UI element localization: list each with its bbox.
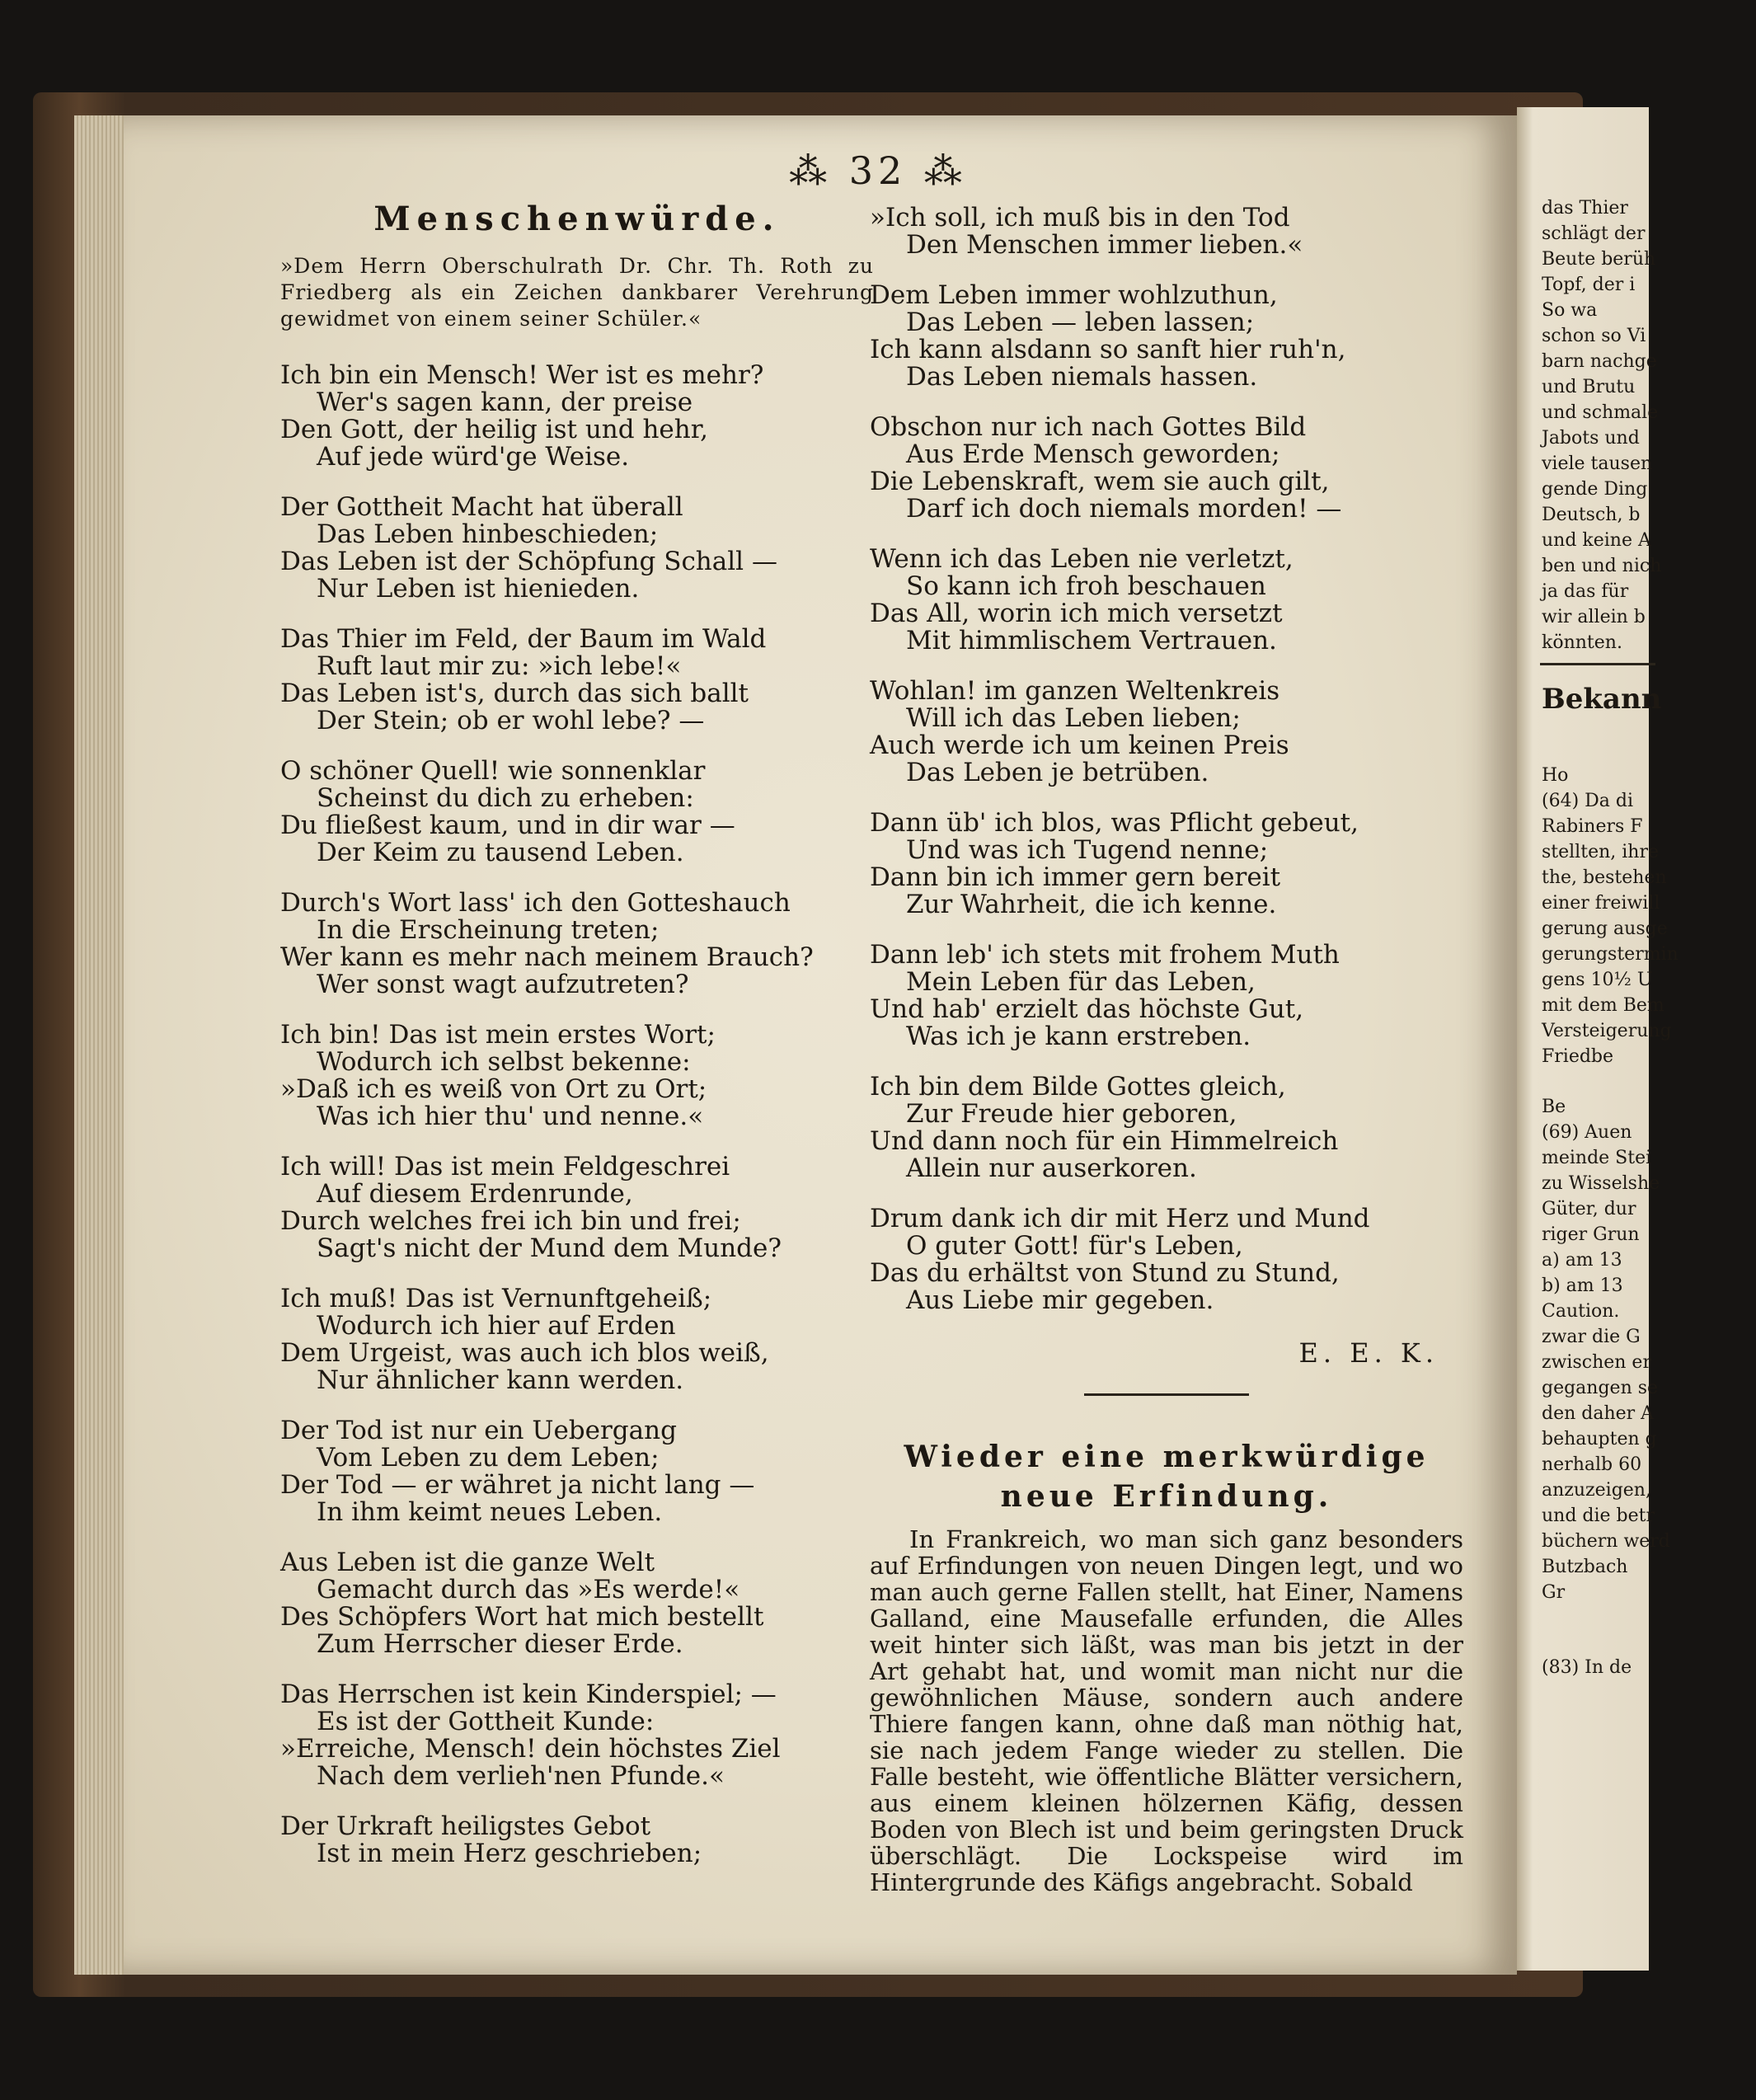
facing-page-line: und schmale <box>1542 402 1659 423</box>
facing-page-line: Jabots und <box>1542 428 1640 449</box>
poem-line: Obschon nur ich nach Gottes Bild <box>870 412 1307 442</box>
facing-page-line: Beute berüh <box>1542 249 1656 270</box>
poem-line: Dann üb' ich blos, was Pflicht gebeut, <box>870 808 1359 838</box>
facing-page-line: anzuzeigen, <box>1542 1480 1651 1501</box>
poem-line: Den Menschen immer lieben.« <box>906 230 1303 260</box>
poem-stanza <box>280 1549 874 1658</box>
poem-line: Wohlan! im ganzen Weltenkreis <box>870 676 1280 706</box>
facing-page-line: barn nachge <box>1542 351 1657 372</box>
poem-line: Will ich das Leben lieben; <box>906 703 1241 733</box>
facing-page-line: gende Ding <box>1542 479 1648 500</box>
poem-stanzas-left <box>280 362 874 1867</box>
poem-stanza <box>870 282 1463 391</box>
poem-line: Auf jede würd'ge Weise. <box>317 442 630 472</box>
facing-page-line: und die betr <box>1542 1506 1655 1526</box>
facing-page-divider <box>1540 663 1655 665</box>
facing-page-line: Butzbach <box>1542 1557 1628 1577</box>
poem-stanza <box>280 1153 874 1262</box>
ornament-left-icon: ⁂ <box>789 148 849 193</box>
facing-page-line: (64) Da di <box>1542 791 1634 811</box>
poem-line: Ich bin dem Bilde Gottes gleich, <box>870 1072 1286 1102</box>
poem-line: Dem Urgeist, was auch ich blos weiß, <box>280 1338 769 1368</box>
facing-page-line: könnten. <box>1542 632 1622 653</box>
poem-stanza <box>280 890 874 998</box>
poem-line: Das All, worin ich mich versetzt <box>870 599 1283 628</box>
poem-line: Der Tod — er währet ja nicht lang — <box>280 1470 755 1500</box>
facing-page-line: viele tausen <box>1542 453 1653 474</box>
poem-stanza <box>280 1681 874 1790</box>
poem-line: Wodurch ich hier auf Erden <box>317 1311 676 1341</box>
poem-stanza <box>870 204 1463 259</box>
poem-line: Aus Liebe mir gegeben. <box>906 1285 1214 1315</box>
poem-line: Wenn ich das Leben nie verletzt, <box>870 544 1294 574</box>
poem-line: Mein Leben für das Leben, <box>906 967 1256 997</box>
poem-line: Ich will! Das ist mein Feldgeschrei <box>280 1152 730 1182</box>
article-body: In Frankreich, wo man sich ganz besonders auf Erfindungen von neuen Dingen legt, und wo man auch gerne Fallen stellt, hat Einer, Namens Galland, eine Mausefalle erfunden, die Alles weit hinter sich läßt, was man bis jetzt in der Art gehabt hat, und womit man nicht nur die gewöhnlichen Mäuse, sondern auch andere Thiere fangen kann, ohne daß man nöthig hat, sie nach jedem Fange wieder zu stellen. Die Falle besteht, wie öffentliche Blätter versichern, aus einem kleinen hölzernen Käfig, dessen Boden von Blech ist und beim geringsten Druck überschlägt. Die Lockspeise wird im Hintergrunde des Käfigs angebracht. Sobald <box>870 1525 1463 1896</box>
poem-stanza <box>870 810 1463 918</box>
poem-line: Das Leben — leben lassen; <box>906 308 1255 337</box>
poem-line: Mit himmlischem Vertrauen. <box>906 626 1277 655</box>
facing-page-line: meinde Stei <box>1542 1148 1652 1168</box>
poem-line: »Ich soll, ich muß bis in den Tod <box>870 203 1290 233</box>
poem-line: Ruft laut mir zu: »ich lebe!« <box>317 651 682 681</box>
poem-left-column <box>280 200 874 1891</box>
poem-line: Das du erhältst von Stund zu Stund, <box>870 1258 1340 1288</box>
facing-page-line: büchern werd <box>1542 1531 1670 1552</box>
ornament-right-icon: ⁂ <box>907 148 967 193</box>
facing-page-line: (69) Auen <box>1542 1122 1632 1143</box>
poem-line: Nur Leben ist hienieden. <box>317 574 640 604</box>
poem-stanza <box>280 362 874 471</box>
poem-line: Der Tod ist nur ein Uebergang <box>280 1416 677 1445</box>
poem-line: Ich muß! Das ist Vernunftgeheiß; <box>280 1284 712 1313</box>
poem-line: Das Herrschen ist kein Kinderspiel; — <box>280 1680 777 1709</box>
poem-line: Gemacht durch das »Es werde!« <box>317 1575 740 1604</box>
poem-line: So kann ich froh beschauen <box>906 571 1266 601</box>
poem-line: Ich bin ein Mensch! Wer ist es mehr? <box>280 360 764 390</box>
facing-page-line: Friedbe <box>1542 1046 1614 1067</box>
poem-line: Dann bin ich immer gern bereit <box>870 862 1281 892</box>
page-number-text: 32 <box>848 148 908 193</box>
poem-dedication: »Dem Herrn Oberschulrath Dr. Chr. Th. Roth zu Friedberg als ein Zeichen dankbarer Verehrung gewidmet von einem seiner Schüler.« <box>280 254 874 331</box>
facing-page-line: zwar die G <box>1542 1327 1641 1347</box>
poem-line: Allein nur auserkoren. <box>906 1153 1197 1183</box>
poem-line: Ist in mein Herz geschrieben; <box>317 1839 702 1868</box>
facing-page-line: So wa <box>1542 300 1598 321</box>
poem-line: Auf diesem Erdenrunde, <box>317 1179 633 1209</box>
poem-line: In die Erscheinung treten; <box>317 915 660 945</box>
poem-line: Auch werde ich um keinen Preis <box>870 731 1289 760</box>
poem-line: Der Stein; ob er wohl lebe? — <box>317 706 705 735</box>
facing-page-line: nerhalb 60 <box>1542 1454 1642 1475</box>
facing-page-line: Topf, der i <box>1542 275 1636 295</box>
poem-line: Was ich hier thu' und nenne.« <box>317 1102 704 1131</box>
poem-line: Nur ähnlicher kann werden. <box>317 1365 684 1395</box>
poem-stanza <box>870 546 1463 655</box>
poem-line: Und hab' erzielt das höchste Gut, <box>870 994 1304 1024</box>
poem-line: O guter Gott! für's Leben, <box>906 1231 1243 1261</box>
poem-line: Das Leben je betrüben. <box>906 758 1209 787</box>
poem-line: Du fließest kaum, und in dir war — <box>280 810 735 840</box>
facing-page-line: gerungstermin <box>1542 944 1679 965</box>
poem-stanza <box>870 942 1463 1050</box>
poem-line: Nach dem verlieh'nen Pfunde.« <box>317 1761 725 1791</box>
poem-line: Und was ich Tugend nenne; <box>906 835 1269 865</box>
poem-line: Scheinst du dich zu erheben: <box>317 783 694 813</box>
poem-line: Der Keim zu tausend Leben. <box>317 838 684 867</box>
poem-line: Wer kann es mehr nach meinem Brauch? <box>280 942 814 972</box>
poem-line: Durch welches frei ich bin und frei; <box>280 1206 741 1236</box>
facing-page-line: Deutsch, b <box>1542 505 1641 525</box>
poem-line: Das Leben niemals hassen. <box>906 362 1258 392</box>
poem-line: Ich kann alsdann so sanft hier ruh'n, <box>870 335 1346 364</box>
poem-stanza <box>870 678 1463 787</box>
facing-page-line: wir allein b <box>1542 607 1646 627</box>
facing-page-line: stellten, ihre <box>1542 842 1659 862</box>
poem-line: Es ist der Gottheit Kunde: <box>317 1707 655 1736</box>
facing-page-line: Caution. <box>1542 1301 1620 1322</box>
poem-line: Zur Freude hier geboren, <box>906 1099 1237 1129</box>
poem-line: Sagt's nicht der Mund dem Munde? <box>317 1233 782 1263</box>
facing-page-line: Ho <box>1542 765 1569 786</box>
poem-stanza <box>280 626 874 735</box>
poem-line: Das Leben hinbeschieden; <box>317 519 659 549</box>
facing-page-line: Gr <box>1542 1582 1566 1603</box>
poem-line: Drum dank ich dir mit Herz und Mund <box>870 1204 1370 1233</box>
poem-line: Und dann noch für ein Himmelreich <box>870 1126 1339 1156</box>
poem-line: Dann leb' ich stets mit frohem Muth <box>870 940 1340 970</box>
poem-line: Wer's sagen kann, der preise <box>317 388 693 417</box>
facing-page-line: und keine A <box>1542 530 1651 551</box>
facing-page-line: Güter, dur <box>1542 1199 1636 1219</box>
poem-stanza <box>280 494 874 603</box>
poem-line: Dem Leben immer wohlzuthun, <box>870 280 1278 310</box>
facing-page-line: zwischen er <box>1542 1352 1651 1373</box>
article-title: Wieder eine merkwürdige neue Erfindung. <box>904 1440 1430 1514</box>
facing-page-line: Rabiners F <box>1542 816 1643 837</box>
poem-line: Des Schöpfers Wort hat mich bestellt <box>280 1602 764 1632</box>
facing-page-line: den daher A <box>1542 1403 1655 1424</box>
poem-line: Die Lebenskraft, wem sie auch gilt, <box>870 467 1330 496</box>
facing-page-line: Bekann <box>1542 683 1662 716</box>
facing-page-fragment <box>1517 107 1679 1971</box>
poem-line: Der Gottheit Macht hat überall <box>280 492 683 522</box>
poem-line: Aus Leben ist die ganze Welt <box>280 1548 655 1577</box>
facing-page-line: ben und nich <box>1542 556 1662 576</box>
facing-page-line: Be <box>1542 1097 1566 1117</box>
facing-page-line: mit dem Bem <box>1542 995 1664 1016</box>
facing-page-line: gens 10½ U <box>1542 970 1653 990</box>
poem-line: »Erreiche, Mensch! dein höchstes Ziel <box>280 1734 781 1764</box>
poem-line: Den Gott, der heilig ist und hehr, <box>280 415 708 444</box>
poem-stanza <box>280 1285 874 1394</box>
poem-stanza <box>280 1813 874 1867</box>
poem-line: Zur Wahrheit, die ich kenne. <box>906 890 1277 919</box>
facing-page-line: gerung ausge <box>1542 918 1668 939</box>
poem-stanza <box>870 1205 1463 1314</box>
page-number <box>0 148 1756 193</box>
section-divider <box>1084 1393 1249 1396</box>
poem-signature: E. E. K. <box>1298 1337 1439 1369</box>
poem-line: Der Urkraft heiligstes Gebot <box>280 1811 651 1841</box>
poem-line: O schöner Quell! wie sonnenklar <box>280 756 706 786</box>
poem-line: Vom Leben zu dem Leben; <box>317 1443 660 1473</box>
poem-line: Darf ich doch niemals morden! — <box>906 494 1342 524</box>
poem-line: Wodurch ich selbst bekenne: <box>317 1047 691 1077</box>
poem-line: Das Thier im Feld, der Baum im Wald <box>280 624 767 654</box>
poem-line: In ihm keimt neues Leben. <box>317 1497 663 1527</box>
poem-line: Aus Erde Mensch geworden; <box>906 439 1280 469</box>
poem-line: Ich bin! Das ist mein erstes Wort; <box>280 1020 716 1050</box>
poem-stanza <box>280 1022 874 1130</box>
poem-stanza <box>280 758 874 867</box>
facing-page-line: the, bestehen <box>1542 867 1667 888</box>
facing-page-line: und Brutu <box>1542 377 1636 397</box>
poem-title: Menschenwürde. <box>373 200 781 238</box>
poem-stanzas-right <box>870 204 1463 1314</box>
facing-page-line: riger Grun <box>1542 1224 1640 1245</box>
poem-stanza <box>870 414 1463 523</box>
poem-line: Durch's Wort lass' ich den Gotteshauch <box>280 888 791 918</box>
poem-line: Was ich je kann erstreben. <box>906 1022 1251 1051</box>
facing-page-line: einer freiwill <box>1542 893 1660 914</box>
facing-page-line: zu Wisselshe <box>1542 1173 1660 1194</box>
poem-line: Wer sonst wagt aufzutreten? <box>317 970 689 999</box>
facing-page-line: schon so Vi <box>1542 326 1646 346</box>
facing-page-line: das Thier <box>1542 198 1628 218</box>
poem-stanza <box>870 1073 1463 1182</box>
facing-page-line: Versteigerung <box>1542 1021 1672 1041</box>
poem-line: Das Leben ist's, durch das sich ballt <box>280 679 749 708</box>
poem-line: »Daß ich es weiß von Ort zu Ort; <box>280 1074 707 1104</box>
right-column <box>870 204 1463 1896</box>
facing-page-line: behaupten g <box>1542 1429 1657 1449</box>
facing-page-line: a) am 13 <box>1542 1250 1622 1271</box>
facing-page-line: ja das für <box>1542 581 1629 602</box>
poem-line: Zum Herrscher dieser Erde. <box>317 1629 683 1659</box>
facing-page-line: b) am 13 <box>1542 1276 1623 1296</box>
poem-stanza <box>280 1417 874 1526</box>
poem-line: Das Leben ist der Schöpfung Schall — <box>280 547 777 576</box>
facing-page-line: (83) In de <box>1542 1657 1632 1678</box>
facing-page-line: gegangen se <box>1542 1378 1659 1398</box>
facing-page-line: schlägt der <box>1542 223 1646 244</box>
